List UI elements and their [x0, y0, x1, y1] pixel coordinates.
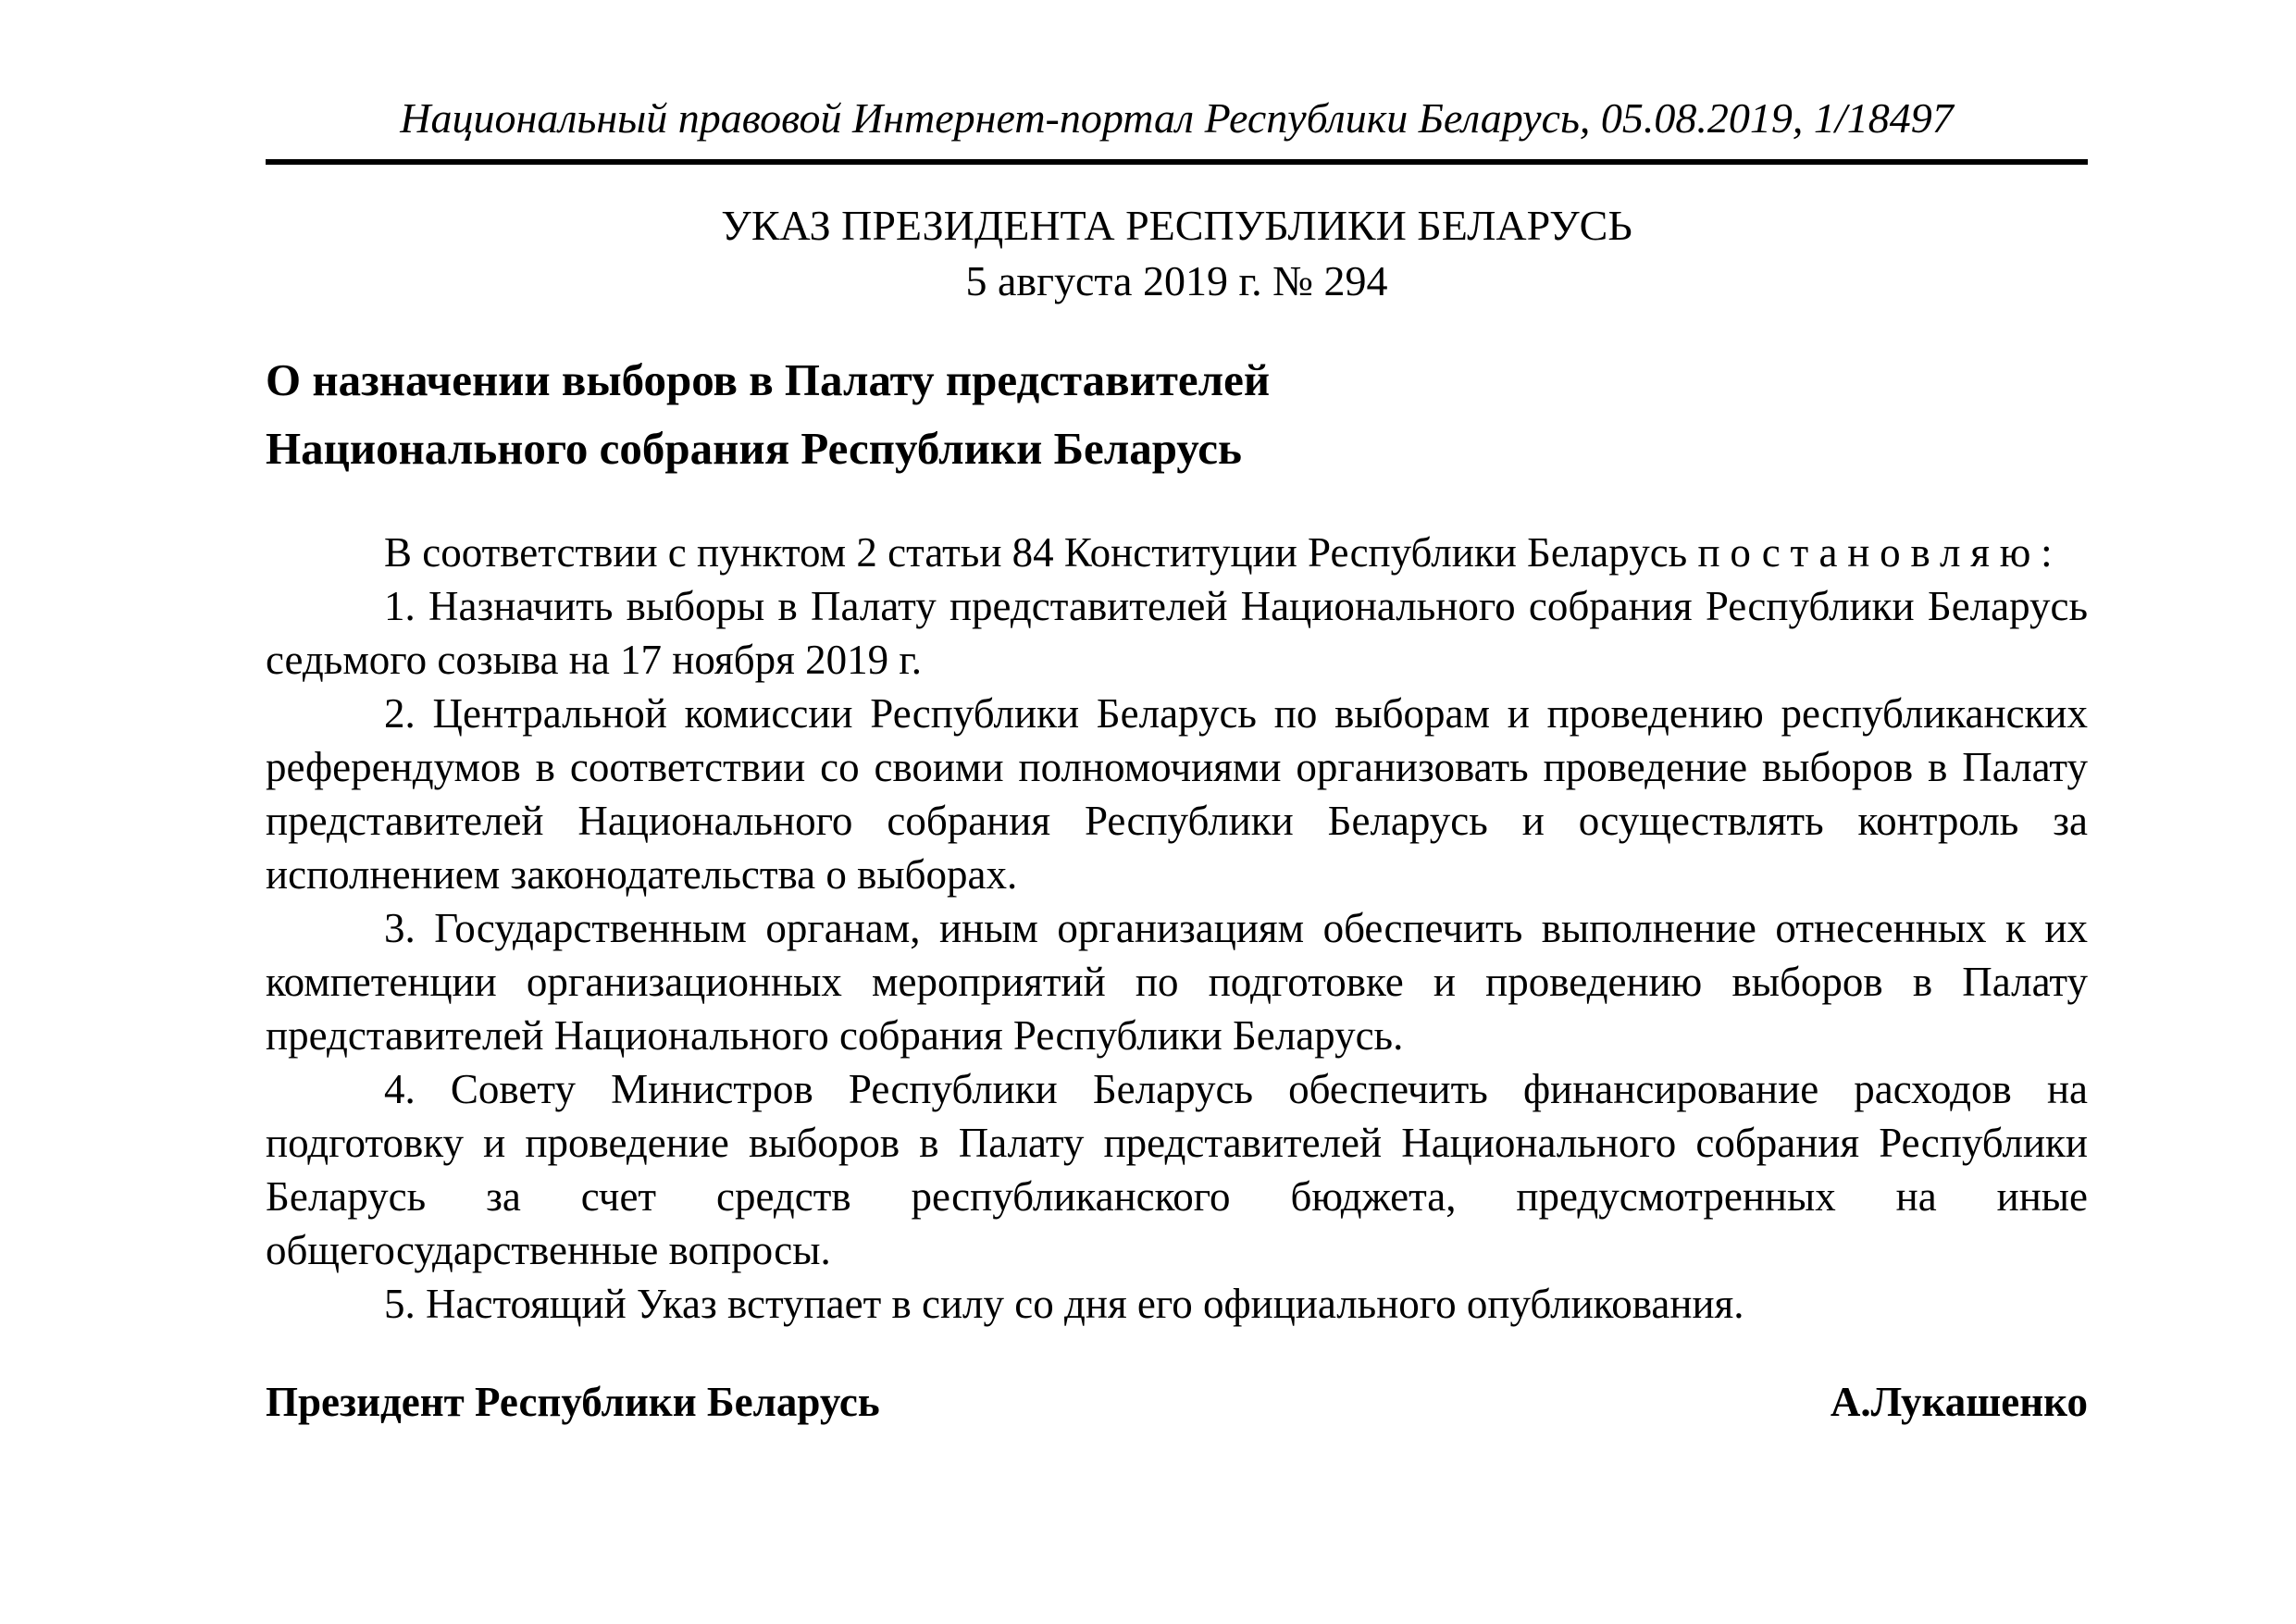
- item-paragraph-2: 2. Центральной комиссии Республики Беларусь по выборам и проведению республиканских референдумов в соответствии со своими полномочиями организовать проведение выборов в Палату представителей Национального собрания Республики Беларусь и осуществлять контроль за исполнением законодательства о выборах.: [266, 690, 2088, 898]
- decree-date-line: 5 августа 2019 г. № 294: [965, 257, 1388, 304]
- preamble-emphasis: постановляю:: [1697, 529, 2063, 576]
- decree-title: [266, 346, 2088, 483]
- signature-title: Президент Республики Беларусь: [266, 1379, 880, 1425]
- item-paragraph-1: 1. Назначить выборы в Палату представителей Национального собрания Республики Беларусь седьмого созыва на 17 ноября 2019 г.: [266, 583, 2088, 683]
- decree-type-line: УКАЗ ПРЕЗИДЕНТА РЕСПУБЛИКИ БЕЛАРУСЬ: [721, 202, 1632, 249]
- signature-name: А.Лукашенко: [1830, 1379, 2088, 1425]
- decree-heading: [266, 198, 2088, 309]
- preamble-text: В соответствии с пунктом 2 статьи 84 Конституции Республики Беларусь: [384, 529, 1688, 576]
- signature-row: [266, 1375, 2088, 1429]
- decree-title-line-1: О назначении выборов в Палату представителей: [266, 354, 1271, 405]
- decree-body: [266, 526, 2088, 1331]
- decree-title-line-2: Национального собрания Республики Беларусь: [266, 423, 1242, 474]
- item-paragraph-3: 3. Государственным органам, иным организациям обеспечить выполнение отнесенных к их компетенции организационных мероприятий по подготовке и проведению выборов в Палату представителей Национального собрания Республики Беларусь.: [266, 905, 2088, 1059]
- masthead-rule: [266, 159, 2088, 165]
- masthead-line: Национальный правовой Интернет-портал Республики Беларусь, 05.08.2019, 1/18497: [400, 94, 1954, 142]
- item-paragraph-5: 5. Настоящий Указ вступает в силу со дня его официального опубликования.: [384, 1281, 1744, 1327]
- preamble-paragraph: [266, 526, 2088, 579]
- item-paragraph-4: 4. Совету Министров Республики Беларусь обеспечить финансирование расходов на подготовку и проведение выборов в Палату представителей Национального собрания Республики Беларусь за счет средств республиканского бюджета, предусмотренных на иные общегосударственные вопросы.: [266, 1066, 2088, 1273]
